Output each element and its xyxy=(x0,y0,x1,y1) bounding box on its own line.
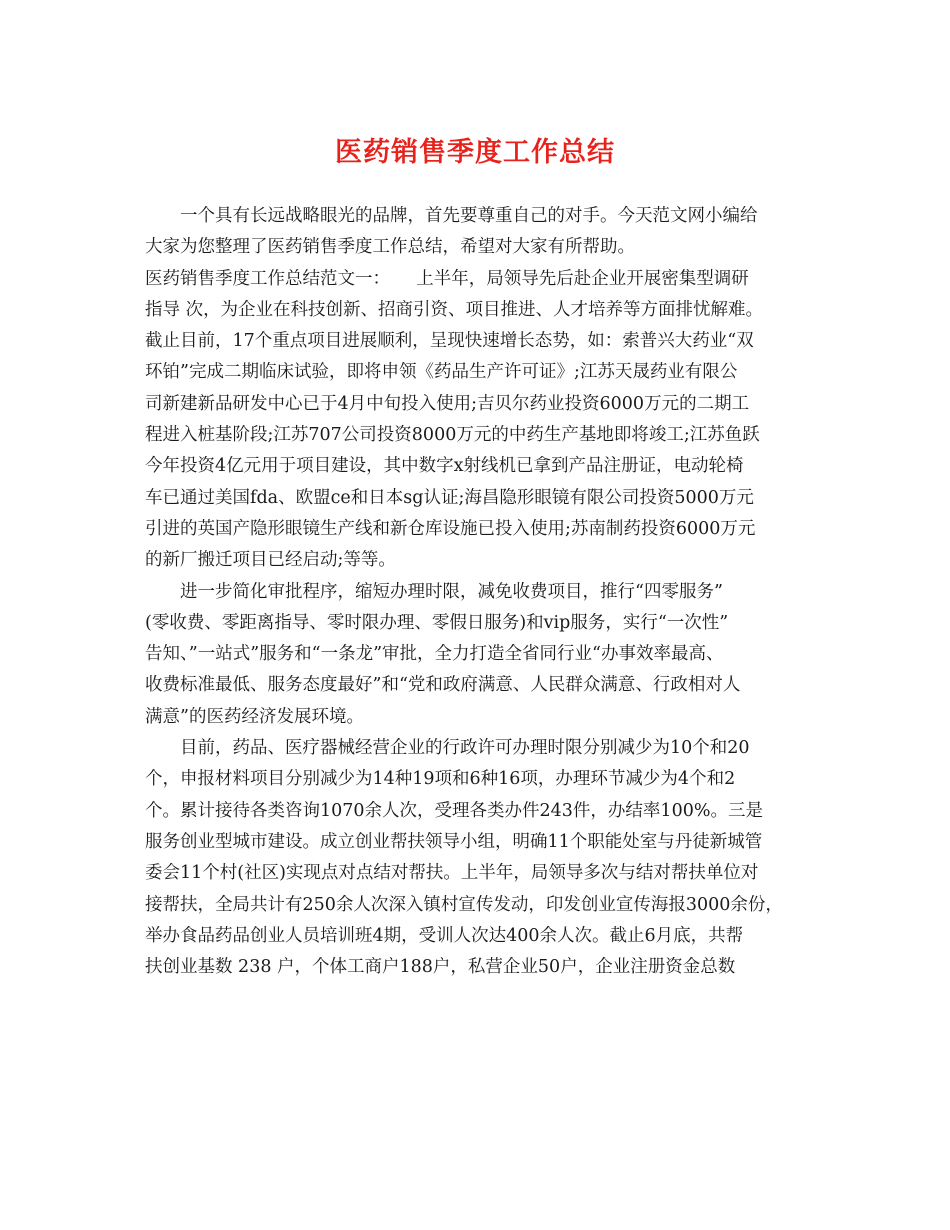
text-line: 扶创业基数 238 户，个体工商户188户，私营企业50户，企业注册资金总数 xyxy=(145,957,736,978)
text-line: 司新建新品研发中心已于4月中旬投入使用;吉贝尔药业投资6000万元的二期工 xyxy=(145,393,750,414)
text-line: 目前，药品、医疗器械经营企业的行政许可办理时限分别减少为10个和20 xyxy=(180,738,750,759)
text-line: 截止目前，17个重点项目进展顺利，呈现快速增长态势，如：索普兴大药业“双 xyxy=(145,331,754,352)
text-line: 指导 次，为企业在科技创新、招商引资、项目推进、人才培养等方面排忧解难。 xyxy=(145,299,764,320)
text-line: 大家为您整理了医药销售季度工作总结，希望对大家有所帮助。 xyxy=(145,237,635,258)
text-line: 个。累计接待各类咨询1070余人次，受理各类办件243件，办结率100%。三是 xyxy=(145,800,763,821)
text-line: 的新厂搬迁项目已经启动;等等。 xyxy=(145,550,396,571)
text-line: 告知、”一站式”服务和“一条龙”审批，全力打造全省同行业“办事效率最高、 xyxy=(145,644,724,665)
document-body xyxy=(145,201,835,983)
text-line: 举办食品药品创业人员培训班4期，受训人次达400余人次。截止6月底，共帮 xyxy=(145,925,744,946)
text-line: 进一步简化审批程序，缩短办理时限，减免收费项目，推行“四零服务” xyxy=(180,581,723,602)
text-line: 接帮扶，全局共计有250余人次深入镇村宣传发动，印发创业宣传海报3000余份， xyxy=(145,894,783,915)
text-line: 环铂”完成二期临床试验，即将申领《药品生产许可证》;江苏天晟药业有限公 xyxy=(145,362,738,383)
text-line: 委会11个村(社区)实现点对点结对帮扶。上半年，局领导多次与结对帮扶单位对 xyxy=(145,863,759,884)
text-line: 收费标准最低、服务态度最好”和“党和政府满意、人民群众满意、行政相对人 xyxy=(145,675,741,696)
text-line: (零收费、零距离指导、零时限办理、零假日服务)和vip服务，实行“一次性” xyxy=(145,612,729,633)
text-line: 医药销售季度工作总结范文一： 上半年，局领导先后赴企业开展密集型调研 xyxy=(145,268,749,289)
text-line: 个，申报材料项目分别减少为14种19项和6种16项，办理环节减少为4个和2 xyxy=(145,769,736,790)
text-line: 引进的英国产隐形眼镜生产线和新仓库设施已投入使用;苏南制药投资6000万元 xyxy=(145,518,756,539)
text-line: 一个具有长远战略眼光的品牌，首先要尊重自己的对手。今天范文网小编给 xyxy=(180,206,758,226)
page-title: 医药销售季度工作总结 xyxy=(335,137,615,168)
text-line: 车已通过美国fda、欧盟ce和日本sg认证;海昌隐形眼镜有限公司投资5000万元 xyxy=(145,487,754,508)
text-line: 今年投资4亿元用于项目建设，其中数字x射线机已拿到产品注册证，电动轮椅 xyxy=(145,456,744,477)
text-line: 满意”的医药经济发展环境。 xyxy=(145,706,364,727)
text-line: 服务创业型城市建设。成立创业帮扶领导小组，明确11个职能处室与丹徒新城管 xyxy=(145,831,763,852)
text-line: 程进入桩基阶段;江苏707公司投资8000万元的中药生产基地即将竣工;江苏鱼跃 xyxy=(145,425,760,446)
